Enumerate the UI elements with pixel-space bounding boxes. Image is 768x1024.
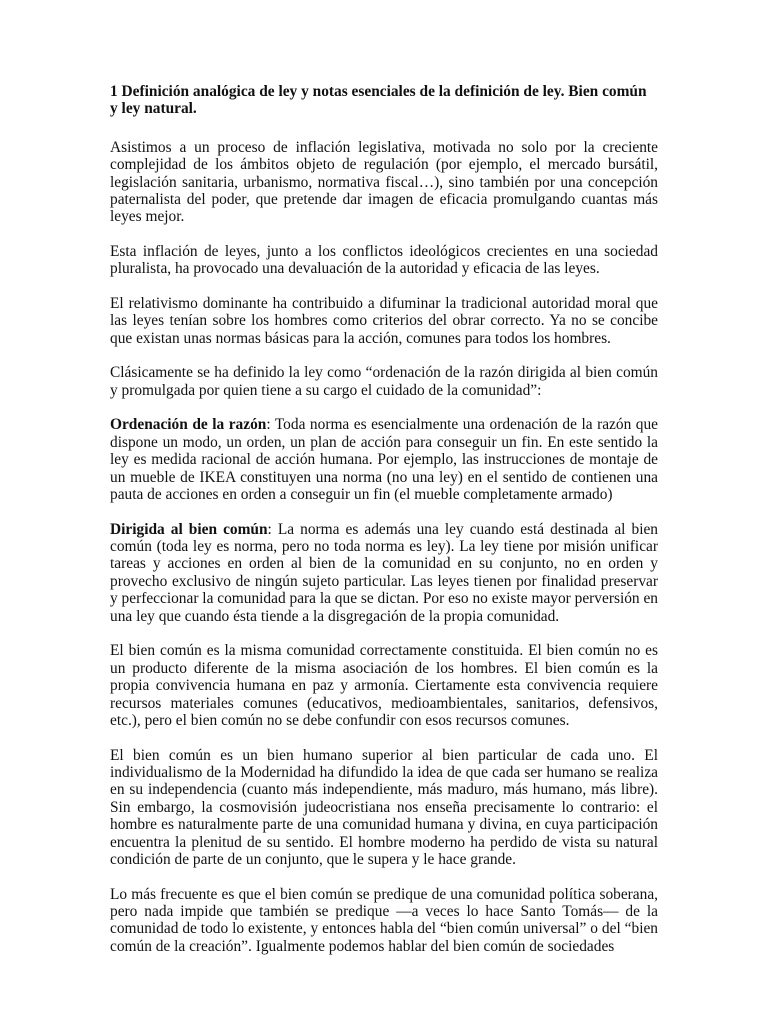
document-title: 1 Definición analógica de ley y notas esenciales de la definición de ley. Bien común y ley natural. — [110, 83, 647, 118]
paragraph-bien-superior — [110, 747, 658, 869]
paragraph-text: Esta inflación de leyes, junto a los conflictos ideológicos crecientes en una sociedad pluralista, ha provocado una devaluación de la autoridad y eficacia de las leyes. — [110, 243, 658, 278]
paragraph-text: : La norma es además una ley cuando está destinada al bien común (toda ley es norma, pero no toda norma es ley). La ley tiene por misión unificar tareas y acciones en orden al bien de la comunidad en su conjunto, no en orden y provecho exclusivo de ningún sujeto particular. Las leyes tienen por finalidad preservar y perfeccionar la comunidad para la que se dictan. Por eso no existe mayor perversión en una ley que cuando ésta tiende a la disgregación de la propia comunidad. — [110, 520, 658, 625]
paragraph-classic-definition — [110, 364, 658, 399]
paragraph-text: : Toda norma es esencialmente una ordenación de la razón que dispone un modo, un orden, un plan de acción para conseguir un fin. En este sentido la ley es medida racional de acción humana. Por ejemplo, las instrucciones de montaje de un mueble de IKEA constituyen una norma (no una ley) en el sentido de contienen una pauta de acciones en orden a conseguir un fin (el mueble completamente armado) — [110, 416, 659, 504]
paragraph-text: El relativismo dominante ha contribuido a difuminar la tradicional autoridad moral que las leyes tenían sobre los hombres como criterios del obrar correcto. Ya no se concibe que existan unas normas básicas para la acción, comunes para todos los hombres. — [110, 295, 658, 347]
paragraph-text: El bien común es la misma comunidad correctamente constituida. El bien común no es un producto diferente de la misma asociación de los hombres. El bien común es la propia convivencia humana en paz y armonía. Ciertamente esta convivencia requiere recursos materiales comunes (educativos, medioambientales, sanitarios, defensivos, etc.), pero el bien común no se debe confundir con esos recursos comunes. — [110, 642, 658, 729]
paragraph-comunidad-politica — [110, 886, 658, 956]
paragraph-dirigida — [110, 521, 658, 625]
paragraph-text: El bien común es un bien humano superior al bien particular de cada uno. El individualismo de la Modernidad ha difundido la idea de que cada ser humano se realiza en su independencia (cuanto más independiente, más maduro, más humano, más libre). Sin embargo, la cosmovisión judeocristiana nos enseña precisamente lo contrario: el hombre es naturalmente parte de una comunidad humana y divina, en cuya participación encuentra la plenitud de su sentido. El hombre moderno ha perdido de vista su natural condición de parte de un conjunto, que le supera y le hace grande. — [110, 746, 658, 868]
paragraph-ordenacion — [110, 416, 658, 503]
paragraph-relativism — [110, 295, 658, 347]
paragraph-text: Clásicamente se ha definido la ley como “ordenación de la razón dirigida al bien común y promulgada por quien tiene a su cargo el cuidado de la comunidad”: — [110, 364, 658, 399]
paragraph-lead: Ordenación de la razón — [110, 416, 267, 434]
paragraph-inflation — [110, 139, 658, 226]
paragraph-bien-comun — [110, 642, 658, 729]
paragraph-lead: Dirigida al bien común — [110, 520, 268, 538]
paragraph-text: Asistimos a un proceso de inflación legislativa, motivada no solo por la creciente complejidad de los ámbitos objeto de regulación (por ejemplo, el mercado bursátil, legislación sanitaria, urbanismo, normativa fiscal…), sino también por una concepción paternalista del poder, que pretende dar imagen de eficacia promulgando cuantas más leyes mejor. — [110, 138, 658, 226]
paragraph-text: Lo más frecuente es que el bien común se predique de una comunidad política soberana, pero nada impide que también se predique —a veces lo hace Santo Tomás— de la comunidad de todo lo existente, y entonces habla del “bien común universal” o del “bien común de la creación”. Igualmente podemos hablar del bien común de sociedades — [110, 885, 658, 955]
paragraph-devaluation — [110, 243, 658, 278]
document-page — [110, 83, 658, 972]
